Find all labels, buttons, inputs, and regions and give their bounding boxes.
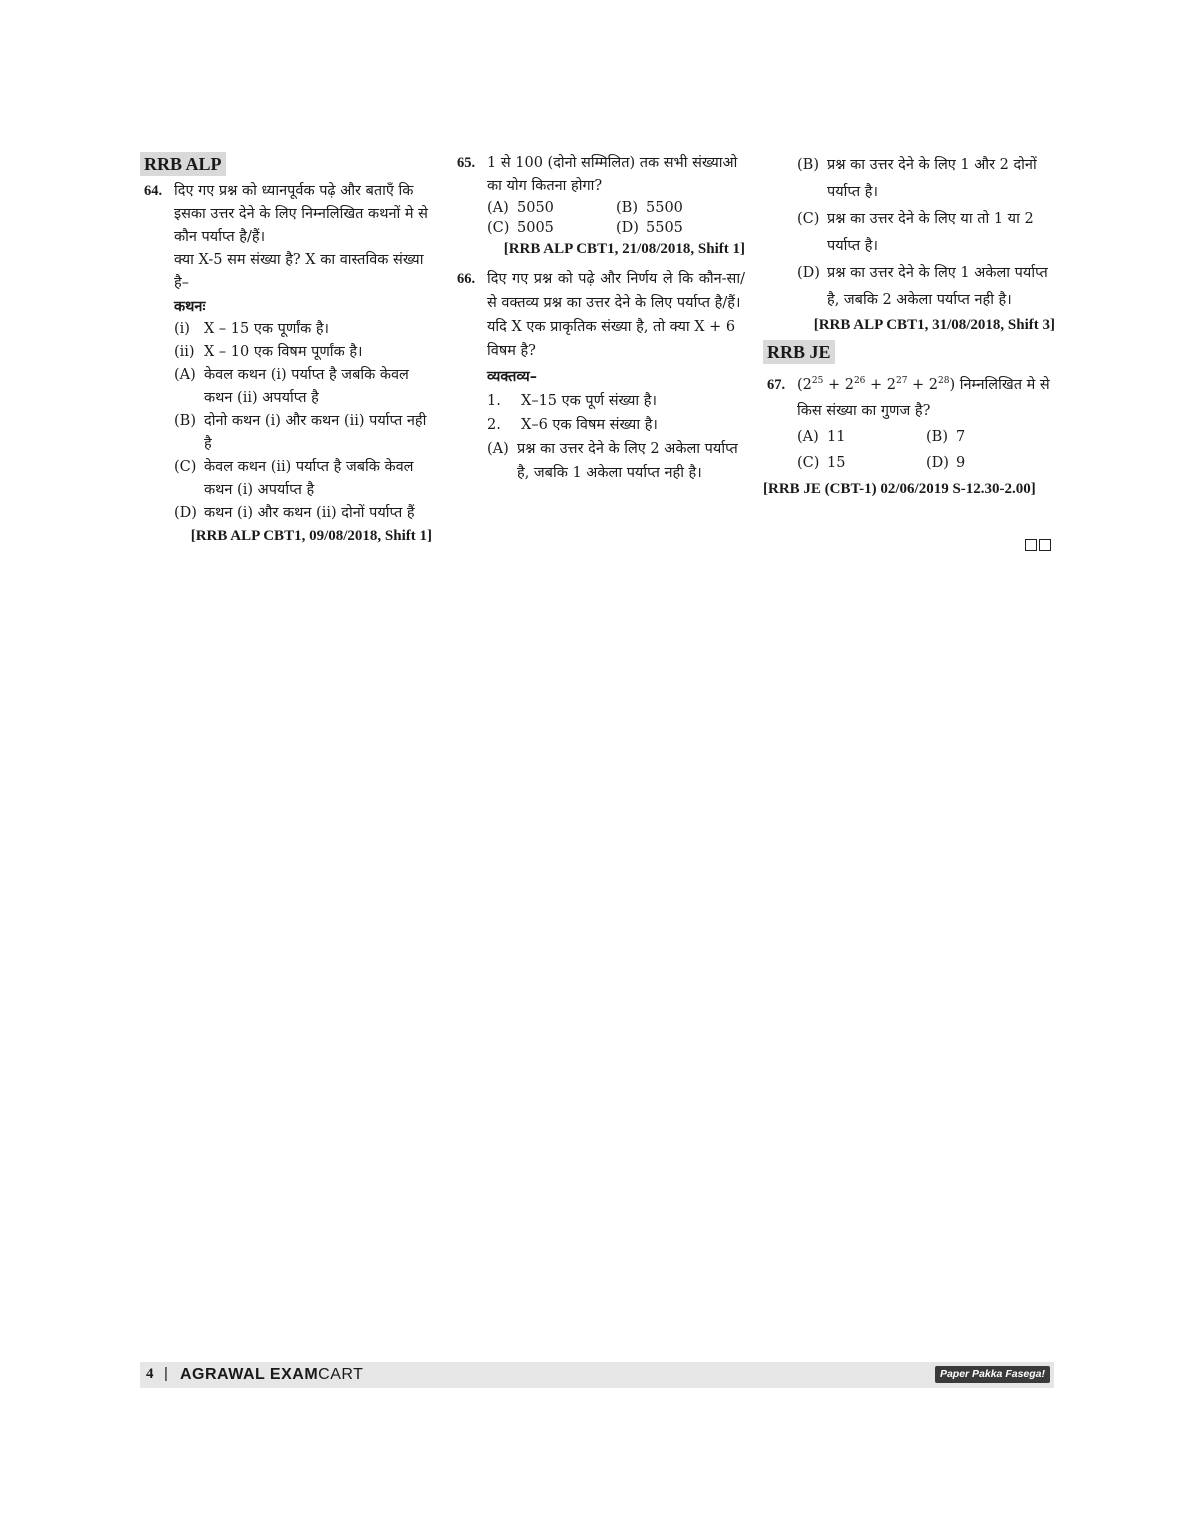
question-sub: यदि X एक प्राकृतिक संख्या है, तो क्या X + 6 विषम है? bbox=[487, 319, 736, 359]
options-grid bbox=[487, 198, 745, 238]
column-2 bbox=[453, 152, 745, 485]
column-3 bbox=[763, 152, 1055, 503]
option-text: 11 bbox=[827, 429, 846, 445]
question-number: 65. bbox=[457, 155, 476, 171]
option-text: केवल कथन (i) पर्याप्त है जबकि केवल कथन (ii) अपर्याप्त है bbox=[204, 367, 409, 406]
page-number: 4 bbox=[146, 1366, 154, 1382]
exponent: 26 bbox=[853, 376, 866, 387]
option-label: (A) bbox=[487, 441, 509, 457]
column-1 bbox=[140, 152, 432, 548]
option-text: 7 bbox=[956, 429, 966, 445]
section-tag-rrb-je: RRB JE bbox=[763, 340, 835, 364]
option-d bbox=[174, 502, 432, 525]
option-c bbox=[487, 218, 616, 238]
statement-text: X–6 एक विषम संख्या है। bbox=[521, 417, 658, 433]
option-b bbox=[174, 410, 432, 456]
option-label: (A) bbox=[797, 429, 819, 445]
tagline-badge: Paper Pakka Fasega! bbox=[935, 1366, 1050, 1383]
option-d bbox=[926, 450, 1055, 476]
option-label: (B) bbox=[926, 429, 948, 445]
option-label: (C) bbox=[487, 220, 510, 236]
option-c bbox=[797, 450, 926, 476]
exponent: 28 bbox=[938, 376, 950, 387]
option-a bbox=[797, 424, 926, 450]
option-label: (B) bbox=[174, 413, 196, 429]
footer-separator: | bbox=[164, 1365, 168, 1382]
question-number: 66. bbox=[457, 271, 476, 287]
question-text: दिए गए प्रश्न को ध्यानपूर्वक पढ़े और बताएँ कि इसका उत्तर देने के लिए निम्नलिखित कथनों मे से कौन पर्याप्त है/हैं। bbox=[174, 183, 428, 245]
option-a bbox=[487, 437, 745, 485]
option-label: (D) bbox=[616, 220, 639, 236]
option-label: (C) bbox=[797, 211, 820, 227]
option-d bbox=[797, 260, 1055, 314]
end-mark-icon bbox=[1025, 536, 1053, 550]
option-text: प्रश्न का उत्तर देने के लिए 1 और 2 दोनों पर्याप्त है। bbox=[827, 157, 1037, 200]
question-number: 67. bbox=[767, 377, 786, 393]
option-b bbox=[797, 152, 1055, 206]
statements-label: कथनः bbox=[174, 298, 206, 315]
option-text: कथन (i) और कथन (ii) दोनों पर्याप्त हैं bbox=[204, 505, 415, 521]
statement-text: X–15 एक पूर्ण संख्या है। bbox=[521, 393, 657, 409]
brand-name-suffix: CART bbox=[318, 1366, 364, 1383]
option-text: केवल कथन (ii) पर्याप्त है जबकि केवल कथन (i) अपर्याप्त है bbox=[204, 459, 414, 498]
option-text: प्रश्न का उत्तर देने के लिए 1 अकेला पर्याप्त है, जबकि 2 अकेला पर्याप्त नही है। bbox=[827, 265, 1048, 308]
option-text: 5500 bbox=[646, 200, 683, 216]
option-label: (C) bbox=[797, 455, 820, 471]
statement-label: 1. bbox=[487, 393, 501, 409]
brand-name: AGRAWAL EXAM bbox=[180, 1366, 319, 1383]
page-footer bbox=[140, 1362, 1054, 1388]
option-label: (D) bbox=[926, 455, 949, 471]
brand-logo bbox=[180, 1366, 363, 1384]
option-label: (A) bbox=[487, 200, 509, 216]
question-number: 64. bbox=[144, 183, 163, 199]
option-b bbox=[926, 424, 1055, 450]
exponent: 27 bbox=[895, 376, 908, 387]
option-label: (D) bbox=[797, 265, 820, 281]
option-label: (B) bbox=[797, 157, 819, 173]
option-label: (A) bbox=[174, 367, 196, 383]
option-c bbox=[174, 456, 432, 502]
exam-source: [RRB JE (CBT-1) 02/06/2019 S-12.30-2.00] bbox=[763, 481, 1036, 497]
statement-text: X – 15 एक पूर्णांक है। bbox=[204, 321, 330, 337]
statement-label: (i) bbox=[174, 321, 190, 337]
question-66 bbox=[453, 267, 745, 485]
option-a bbox=[487, 198, 616, 218]
option-a bbox=[174, 364, 432, 410]
option-text: प्रश्न का उत्तर देने के लिए या तो 1 या 2 पर्याप्त है। bbox=[827, 211, 1034, 254]
option-b bbox=[616, 198, 745, 218]
option-label: (C) bbox=[174, 459, 197, 475]
option-text: 9 bbox=[956, 455, 966, 471]
exam-source: [RRB ALP CBT1, 31/08/2018, Shift 3] bbox=[813, 317, 1055, 333]
section-tag-rrb-alp: RRB ALP bbox=[140, 152, 226, 176]
exponent: 25 bbox=[811, 376, 824, 387]
expr-part: (2 bbox=[797, 377, 812, 393]
statement-ii bbox=[174, 341, 432, 364]
question-64 bbox=[140, 180, 432, 548]
statement-label: (ii) bbox=[174, 344, 195, 360]
question-65 bbox=[453, 152, 745, 261]
statements-label: व्यक्तव्य– bbox=[487, 368, 538, 385]
option-d bbox=[616, 218, 745, 238]
statement-label: 2. bbox=[487, 417, 501, 433]
statement-1 bbox=[487, 389, 745, 413]
option-text: प्रश्न का उत्तर देने के लिए 2 अकेला पर्याप्त है, जबकि 1 अकेला पर्याप्त नही है। bbox=[517, 441, 738, 481]
option-label: (D) bbox=[174, 505, 197, 521]
option-text: 5505 bbox=[646, 220, 683, 236]
option-text: 5050 bbox=[517, 200, 554, 216]
statement-text: X – 10 एक विषम पूर्णांक है। bbox=[204, 344, 363, 360]
statement-i bbox=[174, 318, 432, 341]
option-text: 5005 bbox=[517, 220, 554, 236]
expr-part: + 2 bbox=[907, 377, 939, 393]
option-text: दोनो कथन (i) और कथन (ii) पर्याप्त नही है bbox=[204, 413, 427, 452]
exam-source: [RRB ALP CBT1, 09/08/2018, Shift 1] bbox=[190, 528, 432, 544]
expr-part: + 2 bbox=[865, 377, 896, 393]
question-67 bbox=[763, 372, 1055, 476]
expr-part: + 2 bbox=[823, 377, 854, 393]
exam-source: [RRB ALP CBT1, 21/08/2018, Shift 1] bbox=[503, 241, 745, 257]
question-sub: क्या X-5 सम संख्या है? X का वास्तविक संख्या है– bbox=[174, 252, 424, 291]
option-c bbox=[797, 206, 1055, 260]
question-text: दिए गए प्रश्न को पढ़े और निर्णय ले कि कौन-सा/से वक्तव्य प्रश्न का उत्तर देने के लिए पर्याप्त है/हैं। bbox=[487, 271, 745, 311]
options-grid bbox=[797, 424, 1055, 476]
question-text: 1 से 100 (दोनो सम्मिलित) तक सभी संख्याओ का योग कितना होगा? bbox=[487, 155, 738, 194]
question-text bbox=[797, 372, 1055, 424]
expr-part: ) निम्नलिखित मे से किस संख्या का गुणज है? bbox=[797, 377, 1050, 419]
option-label: (B) bbox=[616, 200, 638, 216]
statement-2 bbox=[487, 413, 745, 437]
option-text: 15 bbox=[827, 455, 846, 471]
